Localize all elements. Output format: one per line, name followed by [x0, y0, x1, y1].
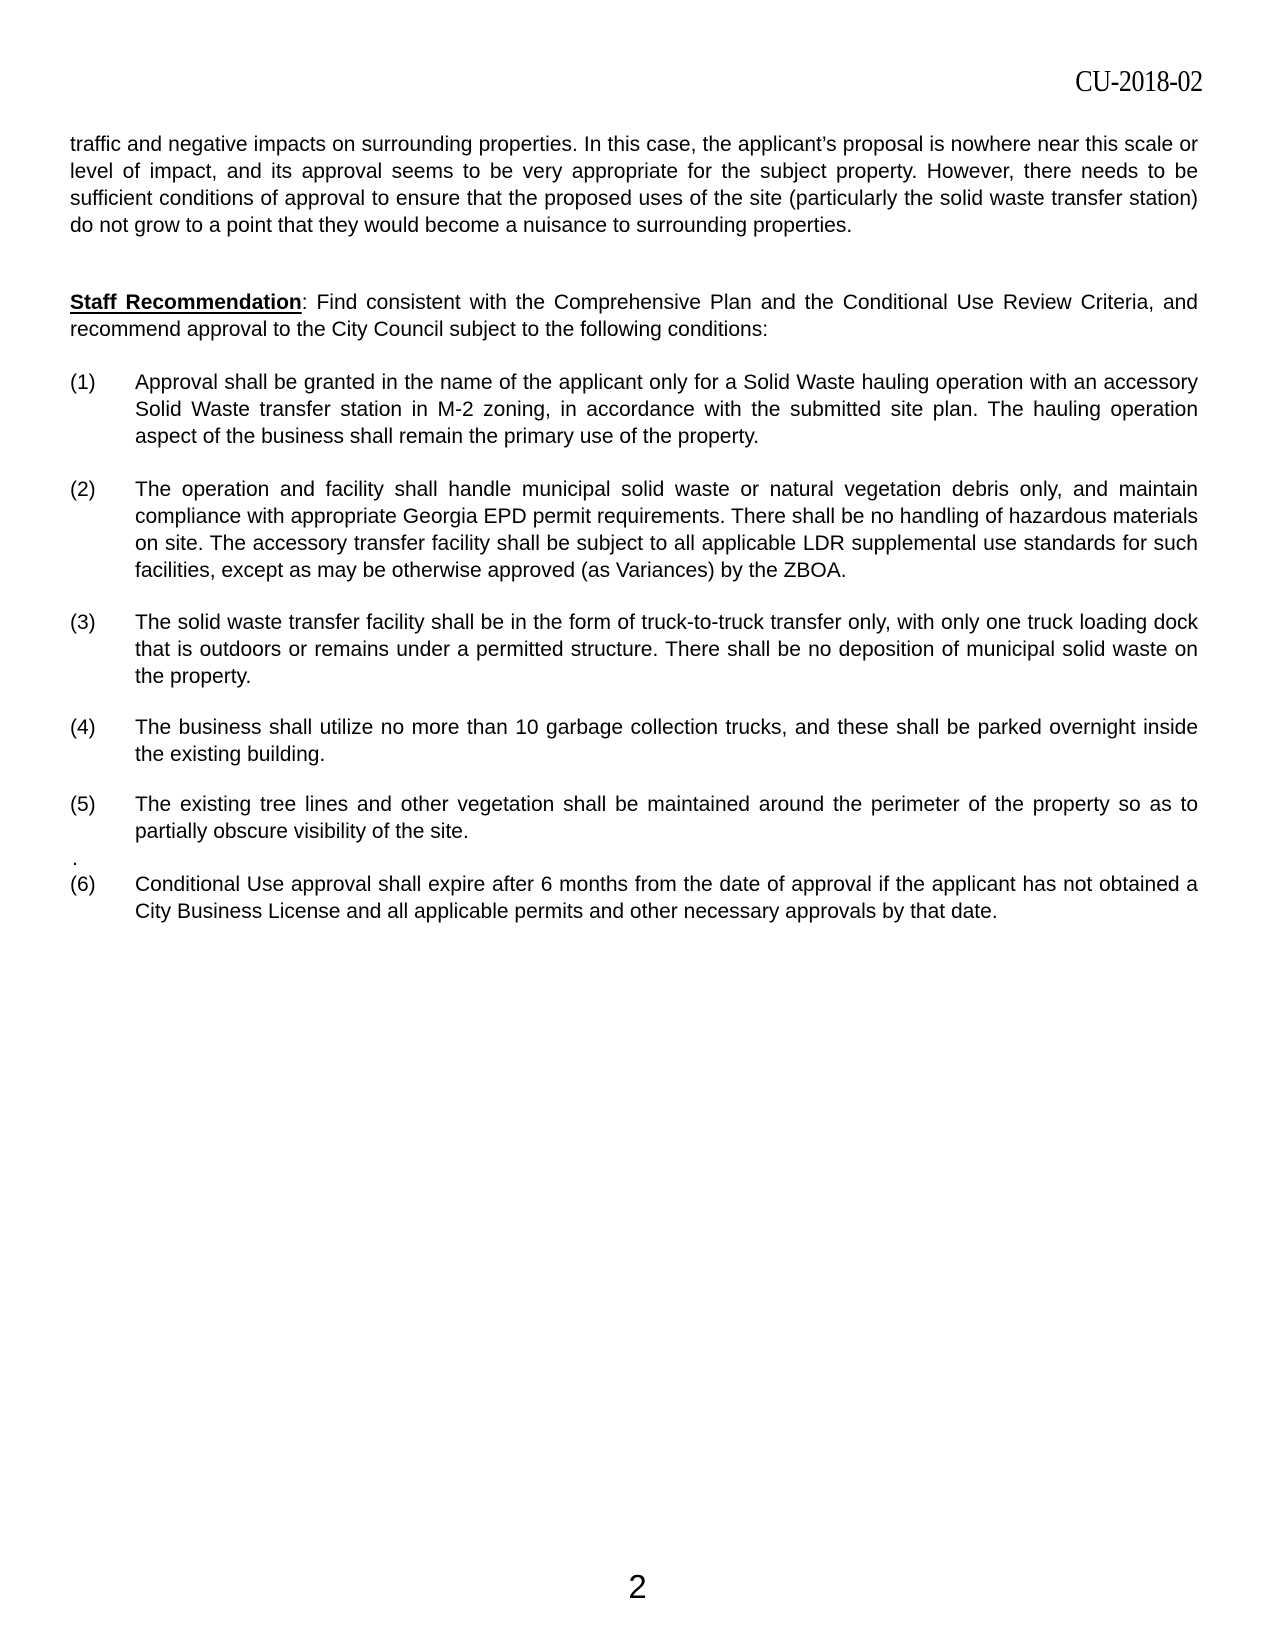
condition-number: (5) — [70, 793, 96, 816]
staff-recommendation-label: Staff Recommendation — [70, 291, 302, 314]
intro-paragraph: traffic and negative impacts on surrounding properties. In this case, the applicant’s proposal is nowhere near this scale or level of impact, and its approval seems to be very appropriate for the subject property. However, there needs to be sufficient conditions of approval to ensure that the proposed uses of the site (particularly the solid waste transfer station) do not grow to a point that they would become a nuisance to surrounding properties. — [70, 133, 1198, 237]
condition-number: (3) — [70, 611, 96, 634]
condition-item-3 — [70, 609, 1198, 690]
condition-item-6 — [70, 871, 1198, 925]
page-number: 2 — [628, 1568, 647, 1605]
doc-reference-text: CU-2018-02 — [1075, 63, 1203, 98]
condition-text: The existing tree lines and other vegetation shall be maintained around the perimeter of the property so as to partially obscure visibility of the site. — [135, 793, 1198, 843]
condition-number: (1) — [70, 371, 96, 394]
condition-number: (2) — [70, 478, 96, 501]
condition-item-5 — [70, 791, 1198, 845]
condition-text: Conditional Use approval shall expire after 6 months from the date of approval if the applicant has not obtained a City Business License and all applicable permits and other necessary approvals by that date. — [135, 873, 1198, 923]
staff-recommendation-paragraph — [70, 289, 1198, 343]
stray-period: . — [72, 847, 78, 870]
condition-number: (6) — [70, 873, 96, 896]
condition-text: Approval shall be granted in the name of the applicant only for a Solid Waste hauling operation with an accessory Solid Waste transfer station in M-2 zoning, in accordance with the submitted site plan. The hauling operation aspect of the business shall remain the primary use of the property. — [135, 371, 1198, 448]
condition-item-2 — [70, 476, 1198, 584]
doc-reference — [1051, 64, 1203, 98]
condition-text: The business shall utilize no more than 10 garbage collection trucks, and these shall be parked overnight inside the existing building. — [135, 716, 1198, 766]
condition-item-4 — [70, 714, 1198, 768]
staff-recommendation-text: Find consistent with the Comprehensive Plan and the Conditional Use Review Criteria, and recommend approval to the City Council subject to the following conditions: — [70, 291, 1198, 341]
condition-text: The operation and facility shall handle municipal solid waste or natural vegetation debris only, and maintain compliance with appropriate Georgia EPD permit requirements. There shall be no handling of hazardous materials on site. The accessory transfer facility shall be subject to all applicable LDR supplemental use standards for such facilities, except as may be otherwise approved (as Variances) by the ZBOA. — [135, 478, 1198, 582]
condition-text: The solid waste transfer facility shall be in the form of truck-to-truck transfer only, with only one truck loading dock that is outdoors or remains under a permitted structure. There shall be no deposition of municipal solid waste on the property. — [135, 611, 1198, 688]
condition-number: (4) — [70, 716, 96, 739]
condition-item-1 — [70, 369, 1198, 450]
staff-recommendation-colon: : — [301, 291, 308, 314]
